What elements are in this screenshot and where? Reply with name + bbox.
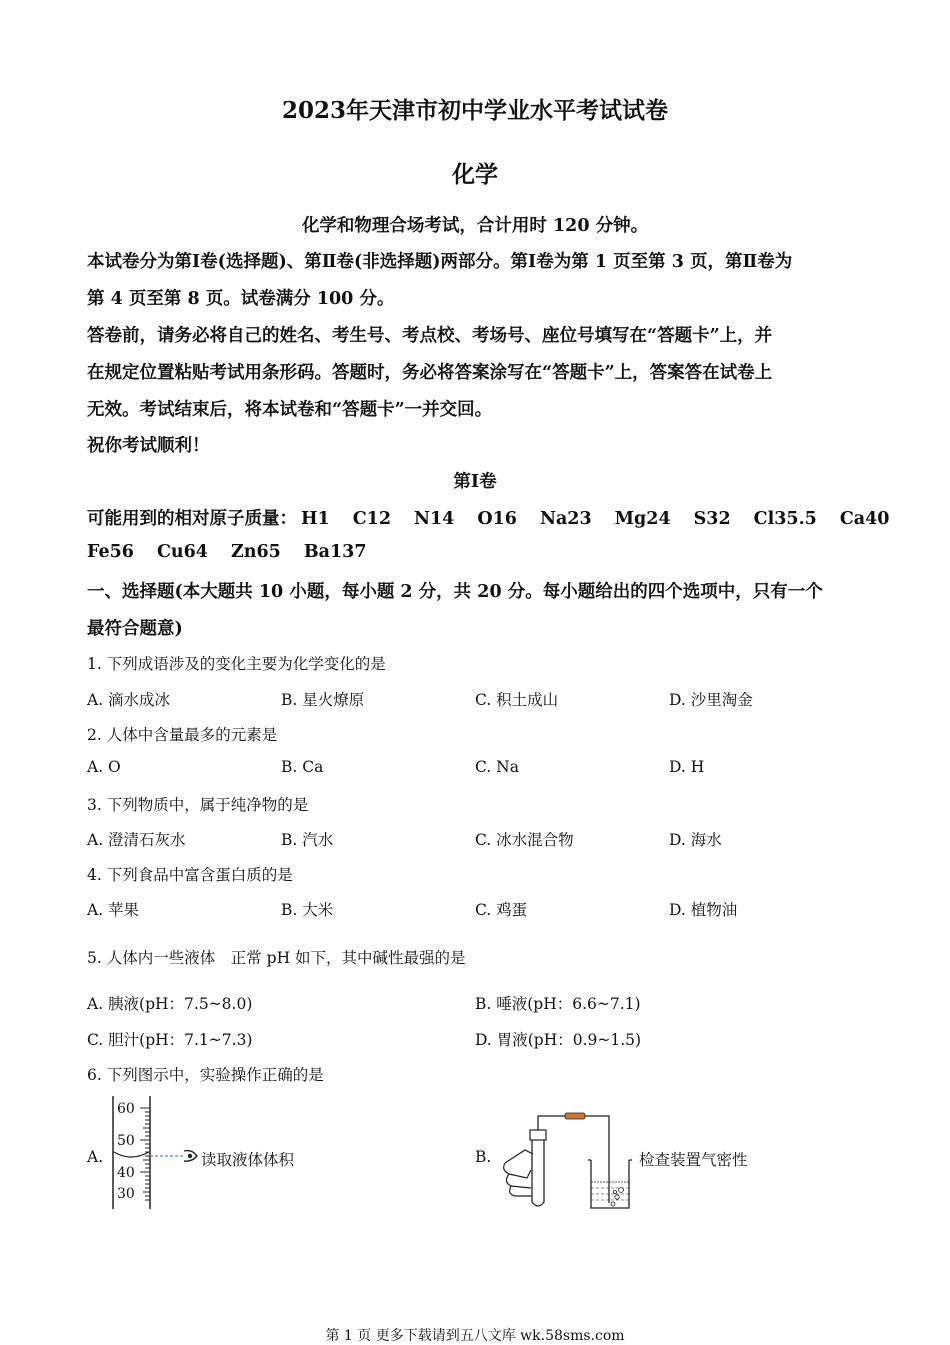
question-stem: 3. 下列物质中，属于纯净物的是 — [87, 796, 309, 814]
question-stem: 4. 下列食品中富含蛋白质的是 — [87, 866, 293, 884]
atomic-mass: Zn65 — [230, 542, 281, 562]
tick-label-50: 50 — [117, 1133, 135, 1149]
tick-label-60: 60 — [117, 1101, 135, 1117]
exam-title: 2023年天津市初中学业水平考试试卷 — [281, 97, 668, 124]
atomic-mass: Cu64 — [156, 542, 208, 562]
atomic-mass: S32 — [693, 509, 731, 529]
question-stem: 5. 人体内一些液体 正常 pH 如下，其中碱性最强的是 — [87, 949, 466, 967]
option-b: B. 星火燎原 — [281, 691, 365, 709]
figure-a-caption: 读取液体体积 — [201, 1151, 295, 1169]
question-stem: 1. 下列成语涉及的变化主要为化学变化的是 — [87, 655, 386, 673]
part1-heading-line1: 一、选择题(本大题共 10 小题，每小题 2 分，共 20 分。每小题给出的四个选项中，只有一个 — [87, 582, 823, 602]
volume-heading: 第Ⅰ卷 — [453, 472, 497, 492]
option-c: C. 胆汁(pH：7.1~7.3) — [87, 1031, 253, 1049]
option-b: B. — [475, 1148, 492, 1166]
subject-title: 化学 — [452, 161, 498, 188]
atomic-mass: C12 — [352, 509, 391, 529]
figure-b-caption: 检查装置气密性 — [639, 1151, 748, 1169]
tick-label-30: 30 — [117, 1186, 135, 1202]
option-a: A. 胰液(pH：7.5~8.0) — [87, 995, 253, 1013]
option-d: D. 沙里淘金 — [669, 691, 753, 709]
page-footer: 第 1 页 更多下载请到五八文库 wk.58sms.com — [325, 1328, 625, 1344]
atomic-mass: Ca40 — [839, 509, 890, 529]
option-d: D. 海水 — [669, 831, 722, 849]
atomic-mass: Cl35.5 — [753, 509, 817, 529]
intro-para2-line3: 无效。考试结束后，将本试卷和“答题卡”一并交回。 — [87, 400, 493, 420]
intro-para2-line1: 答卷前，请务必将自己的姓名、考生号、考点校、考场号、座位号填写在“答题卡”上，并 — [87, 326, 773, 346]
atomic-mass: O16 — [477, 509, 517, 529]
option-a: A. O — [87, 758, 121, 776]
atomic-mass-label: 可能用到的相对原子质量： — [87, 509, 297, 529]
option-b: B. 大米 — [281, 901, 334, 919]
option-a: A. 滴水成冰 — [87, 691, 171, 709]
option-b: B. 汽水 — [281, 831, 334, 849]
atomic-mass-row2 — [87, 542, 390, 562]
option-c: C. 积土成山 — [475, 691, 559, 709]
intro-para1-line2: 第 4 页至第 8 页。试卷满分 100 分。 — [87, 289, 395, 309]
atomic-mass: H1 — [301, 509, 330, 529]
airtightness-apparatus-figure — [495, 1108, 640, 1213]
option-a: A. — [87, 1148, 104, 1166]
intro-para1-line1: 本试卷分为第Ⅰ卷(选择题)、第Ⅱ卷(非选择题)两部分。第Ⅰ卷为第 1 页至第 3 页，第Ⅱ卷为 — [87, 252, 793, 272]
option-d: D. 植物油 — [669, 901, 738, 919]
part1-heading-line2: 最符合题意) — [87, 619, 183, 639]
option-b: B. Ca — [281, 758, 324, 776]
atomic-mass: Na23 — [539, 509, 592, 529]
option-a: A. 澄清石灰水 — [87, 831, 186, 849]
atomic-mass: Mg24 — [614, 509, 671, 529]
tick-label-40: 40 — [117, 1165, 135, 1181]
option-a: A. 苹果 — [87, 901, 140, 919]
option-c: C. 冰水混合物 — [475, 831, 574, 849]
option-d: D. 胃液(pH：0.9~1.5) — [475, 1031, 642, 1049]
option-c: C. Na — [475, 758, 519, 776]
option-c: C. 鸡蛋 — [475, 901, 528, 919]
question-stem: 2. 人体中含量最多的元素是 — [87, 726, 278, 744]
intro-para2-line2: 在规定位置粘贴考试用条形码。答题时，务必将答案涂写在“答题卡”上，答案答在试卷上 — [87, 363, 773, 383]
atomic-mass: Ba137 — [303, 542, 367, 562]
question-stem: 6. 下列图示中，实验操作正确的是 — [87, 1066, 324, 1084]
wish-text: 祝你考试顺利！ — [87, 436, 210, 456]
atomic-mass: N14 — [414, 509, 455, 529]
atomic-mass-row1 — [87, 505, 912, 530]
atomic-mass: Fe56 — [87, 542, 134, 562]
option-b: B. 唾液(pH：6.6~7.1) — [475, 995, 641, 1013]
intro-line: 化学和物理合场考试，合计用时 120 分钟。 — [301, 216, 649, 236]
option-d: D. H — [669, 758, 705, 776]
